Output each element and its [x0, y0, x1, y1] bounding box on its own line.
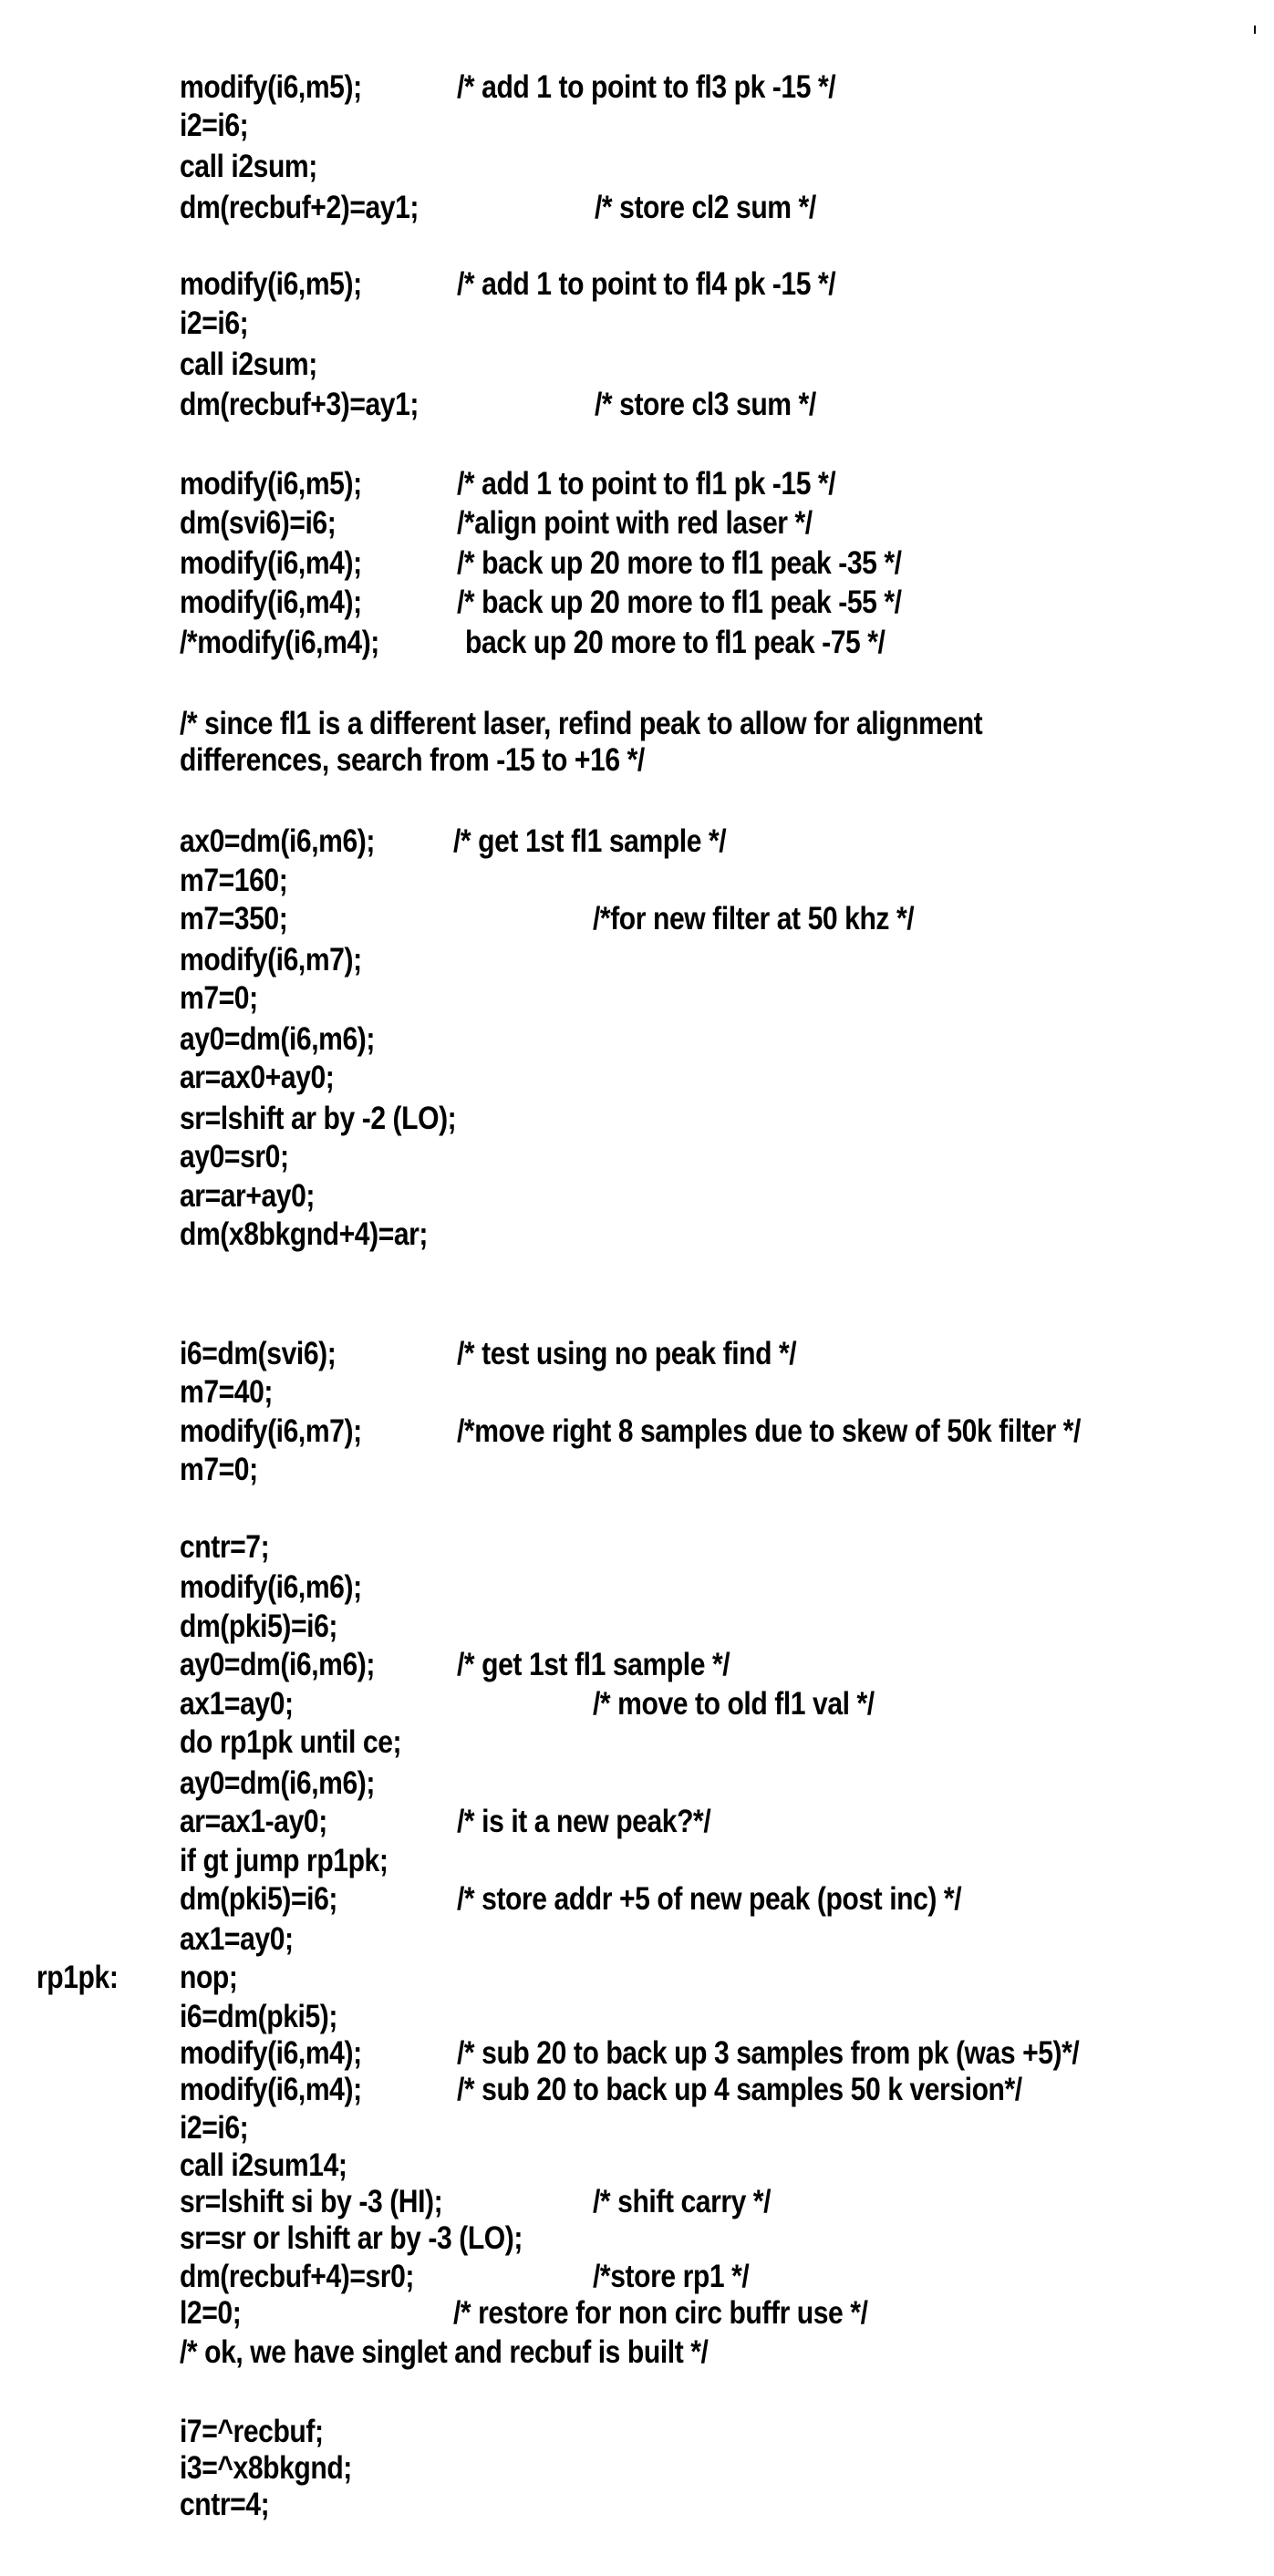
- code-statement: modify(i6,m6);: [180, 1567, 362, 1607]
- code-statement: i2=i6;: [180, 106, 248, 145]
- code-statement: dm(svi6)=i6;: [180, 503, 336, 543]
- code-line: [0, 1645, 1274, 1684]
- code-comment: /* add 1 to point to fl3 pk -15 */: [457, 67, 835, 107]
- code-line: [0, 1919, 1274, 1959]
- code-line: [0, 1684, 1274, 1723]
- code-statement: call i2sum;: [180, 345, 317, 384]
- code-line: [0, 740, 1274, 780]
- code-statement: dm(recbuf+2)=ay1;: [180, 188, 419, 227]
- code-line: [0, 464, 1274, 503]
- code-statement: i2=i6;: [180, 304, 248, 343]
- code-line: [0, 1372, 1274, 1412]
- code-statement: call i2sum14;: [180, 2146, 347, 2185]
- code-line: [0, 2448, 1274, 2488]
- code-statement: i7=^recbuf;: [180, 2412, 324, 2451]
- code-line: [0, 503, 1274, 543]
- code-statement: cntr=4;: [180, 2485, 269, 2524]
- code-statement: ax1=ay0;: [180, 1684, 294, 1723]
- code-statement: ax0=dm(i6,m6);: [180, 822, 375, 861]
- code-line: [0, 1723, 1274, 1762]
- code-line: [0, 1450, 1274, 1489]
- code-line: [0, 940, 1274, 979]
- code-line: [0, 1058, 1274, 1097]
- code-line: [0, 188, 1274, 227]
- code-line: [0, 1215, 1274, 1254]
- code-statement: sr=lshift ar by -2 (LO);: [180, 1099, 456, 1138]
- code-line: [0, 2108, 1274, 2147]
- code-line: [0, 1176, 1274, 1216]
- code-statement: /*modify(i6,m4);: [180, 623, 379, 662]
- code-line: [0, 2219, 1274, 2258]
- code-statement: modify(i6,m7);: [180, 940, 362, 979]
- scan-speck: [1254, 26, 1256, 34]
- code-comment: /* get 1st fl1 sample */: [457, 1645, 730, 1684]
- code-statement: dm(pki5)=i6;: [180, 1879, 337, 1919]
- code-statement: if gt jump rp1pk;: [180, 1841, 388, 1880]
- code-statement: dm(recbuf+4)=sr0;: [180, 2257, 414, 2296]
- code-line: [0, 2070, 1274, 2109]
- code-line: [0, 2033, 1274, 2073]
- code-line: [0, 2257, 1274, 2296]
- code-line: [0, 2293, 1274, 2333]
- code-statement: i6=dm(svi6);: [180, 1334, 336, 1373]
- code-line: [0, 1412, 1274, 1451]
- code-statement: modify(i6,m5);: [180, 464, 362, 503]
- code-comment: /* shift carry */: [593, 2182, 771, 2221]
- code-line: [0, 2146, 1274, 2185]
- code-comment: /* test using no peak find */: [457, 1334, 796, 1373]
- code-comment: /*store rp1 */: [593, 2257, 749, 2296]
- code-comment: /* store cl3 sum */: [595, 385, 816, 424]
- code-statement: m7=350;: [180, 899, 287, 938]
- code-line: [0, 1879, 1274, 1919]
- code-statement: i3=^x8bkgnd;: [180, 2448, 352, 2488]
- code-line: [0, 1764, 1274, 1803]
- code-statement: differences, search from -15 to +16 */: [180, 740, 645, 780]
- code-line: [0, 1567, 1274, 1607]
- code-line: [0, 304, 1274, 343]
- code-statement: ay0=dm(i6,m6);: [180, 1019, 375, 1059]
- code-line: [0, 1802, 1274, 1841]
- code-line: [0, 1137, 1274, 1176]
- code-line: [0, 2333, 1274, 2372]
- code-statement: call i2sum;: [180, 147, 317, 186]
- code-comment: /*align point with red laser */: [457, 503, 813, 543]
- code-statement: /* ok, we have singlet and recbuf is built */: [180, 2333, 708, 2372]
- code-line: [0, 2412, 1274, 2451]
- code-comment: /* move to old fl1 val */: [593, 1684, 875, 1723]
- code-line: [0, 1841, 1274, 1880]
- code-line: [0, 385, 1274, 424]
- code-line: [0, 345, 1274, 384]
- code-statement: sr=lshift si by -3 (HI);: [180, 2182, 442, 2221]
- code-statement: ay0=sr0;: [180, 1137, 289, 1176]
- code-line: [0, 1099, 1274, 1138]
- code-line: [0, 67, 1274, 107]
- code-statement: i6=dm(pki5);: [180, 1997, 337, 2036]
- code-statement: modify(i6,m5);: [180, 264, 362, 304]
- code-comment: /* back up 20 more to fl1 peak -55 */: [457, 583, 902, 622]
- code-statement: modify(i6,m4);: [180, 583, 362, 622]
- code-line: [0, 1607, 1274, 1646]
- code-line: [0, 1334, 1274, 1373]
- code-statement: cntr=7;: [180, 1527, 269, 1567]
- code-comment: /* add 1 to point to fl4 pk -15 */: [457, 264, 835, 304]
- code-line: [0, 1019, 1274, 1059]
- code-line: [0, 2485, 1274, 2524]
- code-line: [0, 106, 1274, 145]
- code-statement: ax1=ay0;: [180, 1919, 294, 1959]
- code-statement: m7=0;: [180, 978, 258, 1018]
- code-statement: ar=ax0+ay0;: [180, 1058, 334, 1097]
- code-line: [0, 861, 1274, 900]
- code-line: [0, 1527, 1274, 1567]
- code-statement: do rp1pk until ce;: [180, 1723, 401, 1762]
- code-comment: /* restore for non circ buffr use */: [453, 2293, 868, 2333]
- code-comment: /* is it a new peak?*/: [457, 1802, 710, 1841]
- code-line: [0, 147, 1274, 186]
- code-line: [0, 899, 1274, 938]
- code-comment: /* store addr +5 of new peak (post inc) */: [457, 1879, 961, 1919]
- code-line: [0, 1997, 1274, 2036]
- code-comment: /*move right 8 samples due to skew of 50k filter */: [457, 1412, 1081, 1451]
- code-statement: sr=sr or lshift ar by -3 (LO);: [180, 2219, 523, 2258]
- code-statement: ar=ax1-ay0;: [180, 1802, 327, 1841]
- code-line: [0, 264, 1274, 304]
- code-line: [0, 1958, 1274, 1997]
- code-line: [0, 2182, 1274, 2221]
- code-comment: /* sub 20 to back up 3 samples from pk (was +5)*/: [457, 2033, 1079, 2073]
- code-statement: modify(i6,m4);: [180, 543, 362, 583]
- code-line: [0, 543, 1274, 583]
- code-line: [0, 623, 1274, 662]
- code-comment: back up 20 more to fl1 peak -75 */: [465, 623, 885, 662]
- code-statement: modify(i6,m4);: [180, 2070, 362, 2109]
- code-statement: m7=160;: [180, 861, 287, 900]
- code-statement: modify(i6,m5);: [180, 67, 362, 107]
- code-statement: nop;: [180, 1958, 237, 1997]
- code-statement: m7=0;: [180, 1450, 258, 1489]
- code-comment: /* store cl2 sum */: [595, 188, 816, 227]
- code-line: [0, 704, 1274, 743]
- code-statement: l2=0;: [180, 2293, 241, 2333]
- code-comment: /* add 1 to point to fl1 pk -15 */: [457, 464, 835, 503]
- code-comment: /* sub 20 to back up 4 samples 50 k version*/: [457, 2070, 1022, 2109]
- code-statement: dm(recbuf+3)=ay1;: [180, 385, 419, 424]
- code-statement: /* since fl1 is a different laser, refind peak to allow for alignment: [180, 704, 982, 743]
- code-comment: /*for new filter at 50 khz */: [593, 899, 914, 938]
- code-line: [0, 822, 1274, 861]
- code-statement: i2=i6;: [180, 2108, 248, 2147]
- code-line: [0, 978, 1274, 1018]
- code-statement: dm(x8bkgnd+4)=ar;: [180, 1215, 428, 1254]
- code-comment: /* back up 20 more to fl1 peak -35 */: [457, 543, 902, 583]
- code-statement: modify(i6,m7);: [180, 1412, 362, 1451]
- code-comment: /* get 1st fl1 sample */: [453, 822, 726, 861]
- code-statement: dm(pki5)=i6;: [180, 1607, 337, 1646]
- code-line: [0, 583, 1274, 622]
- code-statement: ar=ar+ay0;: [180, 1176, 315, 1216]
- code-statement: ay0=dm(i6,m6);: [180, 1645, 375, 1684]
- code-statement: ay0=dm(i6,m6);: [180, 1764, 375, 1803]
- code-statement: modify(i6,m4);: [180, 2033, 362, 2073]
- code-label: rp1pk:: [36, 1958, 118, 1997]
- code-statement: m7=40;: [180, 1372, 273, 1412]
